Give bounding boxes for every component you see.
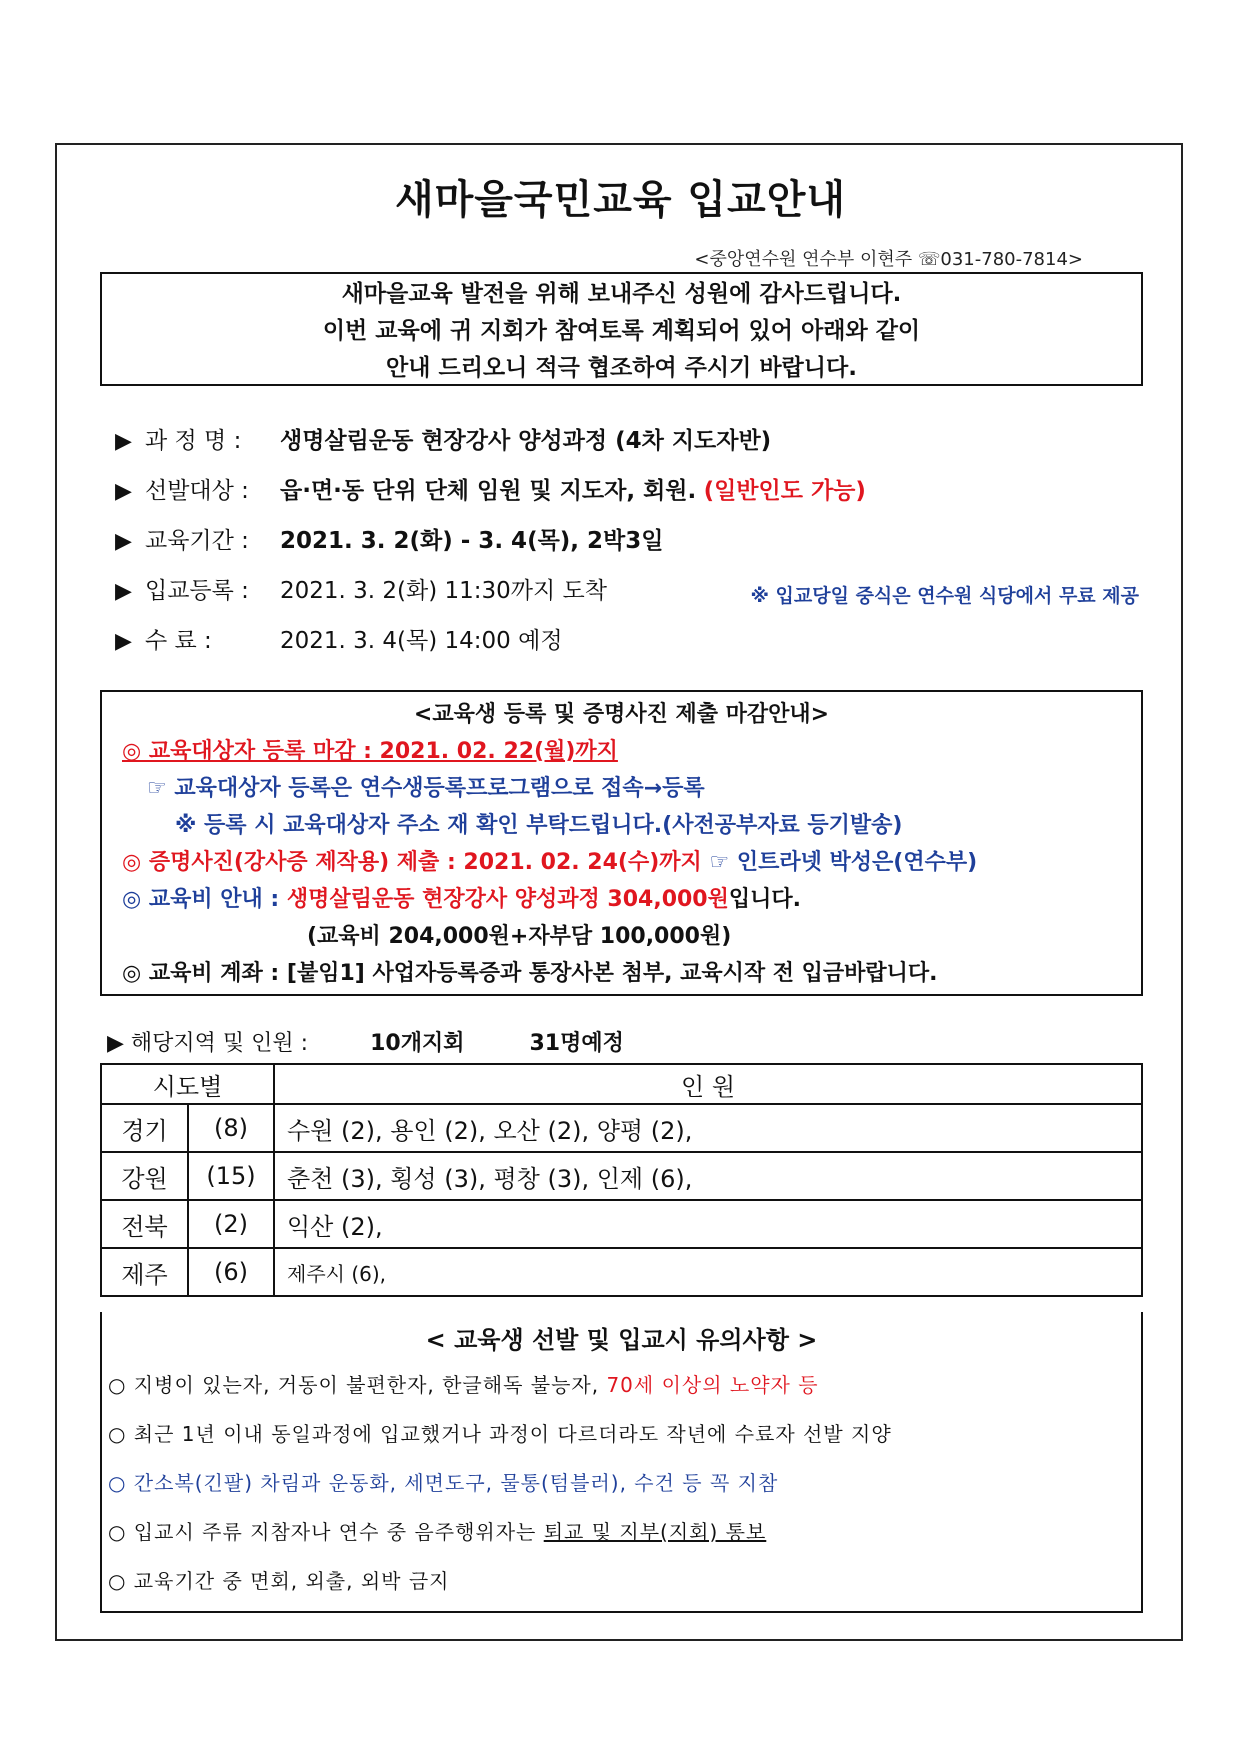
caution-item <box>108 1369 819 1398</box>
deadline-item-fee-sub: (교육비 204,000원+자부담 100,000원) <box>307 924 732 949</box>
row-detail: 수원 (2), 용인 (2), 오산 (2), 양평 (2), <box>274 1104 1142 1152</box>
header-province: 시도별 <box>101 1064 274 1104</box>
intro-box <box>100 272 1143 386</box>
row-count: (6) <box>188 1248 274 1296</box>
info-period <box>115 522 664 555</box>
target-label: 선발대상 : <box>145 478 249 504</box>
info-finish <box>115 622 563 655</box>
deadline-item-fee <box>122 882 801 913</box>
info-target <box>115 472 866 505</box>
period-value: 2021. 3. 2(화) - 3. 4(목), 2박3일 <box>280 528 664 554</box>
fee-tail: 입니다. <box>728 887 801 912</box>
register-note: ※ 입교당일 중식은 연수원 식당에서 무료 제공 <box>750 585 1139 607</box>
arrow-icon: ▶ <box>115 479 132 504</box>
deadline-item-photo <box>122 845 977 876</box>
arrow-icon: ▶ <box>115 579 132 604</box>
row-detail: 제주시 (6), <box>274 1248 1142 1296</box>
row-detail: 익산 (2), <box>274 1200 1142 1248</box>
region-people: 31명예정 <box>529 1031 624 1056</box>
caution-item: ○ 간소복(긴팔) 차림과 운동화, 세면도구, 물통(텀블러), 수건 등 꼭 지참 <box>108 1471 779 1495</box>
table-header <box>101 1064 1142 1104</box>
row-province: 제주 <box>101 1248 188 1296</box>
page-title: 새마을국민교육 입교안내 <box>395 177 846 223</box>
cautions-box <box>100 1312 1143 1613</box>
row-count: (2) <box>188 1200 274 1248</box>
fee-amount: 생명살림운동 현장강사 양성과정 304,000원 <box>286 887 729 912</box>
arrow-icon: ▶ <box>115 629 132 654</box>
deadline-item-register: ◎ 교육대상자 등록 마감 : 2021. 02. 22(월)까지 <box>122 739 618 764</box>
deadline-box <box>100 690 1143 996</box>
finish-label: 수 료 : <box>145 628 212 654</box>
table-row <box>101 1104 1142 1152</box>
deadline-item-register-note: ※ 등록 시 교육대상자 주소 재 확인 부탁드립니다.(사전공부자료 등기발송) <box>175 813 903 838</box>
table-row <box>101 1200 1142 1248</box>
register-value: 2021. 3. 2(화) 11:30까지 도착 <box>280 578 607 604</box>
course-value: 생명살림운동 현장강사 양성과정 (4차 지도자반) <box>280 428 772 454</box>
intro-line-1: 새마을교육 발전을 위해 보내주신 성원에 감사드립니다. <box>341 281 902 307</box>
region-label: ▶ 해당지역 및 인원 : <box>107 1031 309 1056</box>
arrow-icon: ▶ <box>115 429 132 454</box>
target-extra: (일반인도 가능) <box>703 478 866 504</box>
row-province: 경기 <box>101 1104 188 1152</box>
photo-deadline: ◎ 증명사진(강사증 제작용) 제출 : 2021. 02. 24(수)까지 <box>122 850 702 875</box>
caution-4-text: ○ 입교시 주류 지참자나 연수 중 음주행위자는 <box>108 1520 544 1544</box>
register-label: 입교등록 : <box>145 578 249 604</box>
row-count: (15) <box>188 1152 274 1200</box>
deadline-item-register-sub: ☞ 교육대상자 등록은 연수생등록프로그램으로 접속→등록 <box>147 776 705 801</box>
caution-item: ○ 교육기간 중 면회, 외출, 외박 금지 <box>108 1569 450 1593</box>
photo-contact: ☞ 인트라넷 박성은(연수부) <box>701 850 978 875</box>
info-course <box>115 422 771 455</box>
row-province: 강원 <box>101 1152 188 1200</box>
region-branches: 10개지회 <box>370 1031 465 1056</box>
header-people: 인 원 <box>274 1064 1142 1104</box>
allocation-table <box>100 1063 1143 1297</box>
contact-info: <중앙연수원 연수부 이현주 ☏031-780-7814> <box>694 249 1083 270</box>
target-value: 읍·면·동 단위 단체 임원 및 지도자, 회원. <box>280 478 697 504</box>
arrow-icon: ▶ <box>115 529 132 554</box>
row-province: 전북 <box>101 1200 188 1248</box>
info-register <box>115 572 607 605</box>
row-detail: 춘천 (3), 횡성 (3), 평창 (3), 인제 (6), <box>274 1152 1142 1200</box>
table-row <box>101 1248 1142 1296</box>
course-label: 과 정 명 : <box>145 428 242 454</box>
caution-1-text: ○ 지병이 있는자, 거동이 불편한자, 한글해독 불능자, <box>108 1373 607 1397</box>
caution-item <box>108 1516 766 1545</box>
caution-1-red: 70세 이상의 노약자 등 <box>606 1373 819 1397</box>
caution-item: ○ 최근 1년 이내 동일과정에 입교했거나 과정이 다르더라도 작년에 수료자 선발 지양 <box>108 1422 892 1446</box>
region-summary <box>107 1026 624 1057</box>
finish-value: 2021. 3. 4(목) 14:00 예정 <box>280 628 563 654</box>
cautions-title: < 교육생 선발 및 입교시 유의사항 > <box>425 1326 818 1354</box>
intro-line-2: 이번 교육에 귀 지회가 참여토록 계획되어 있어 아래와 같이 <box>322 318 921 344</box>
period-label: 교육기간 : <box>145 528 249 554</box>
row-count: (8) <box>188 1104 274 1152</box>
deadline-item-account: ◎ 교육비 계좌 : [붙임1] 사업자등록증과 통장사본 첨부, 교육시작 전 입금바랍니다. <box>122 961 938 986</box>
intro-line-3: 안내 드리오니 적극 협조하여 주시기 바랍니다. <box>386 355 857 381</box>
caution-4-underline: 퇴교 및 지부(지회) 통보 <box>543 1520 767 1544</box>
deadline-title: <교육생 등록 및 증명사진 제출 마감안내> <box>413 702 830 727</box>
table-row <box>101 1152 1142 1200</box>
fee-lead: ◎ 교육비 안내 : <box>122 887 287 912</box>
